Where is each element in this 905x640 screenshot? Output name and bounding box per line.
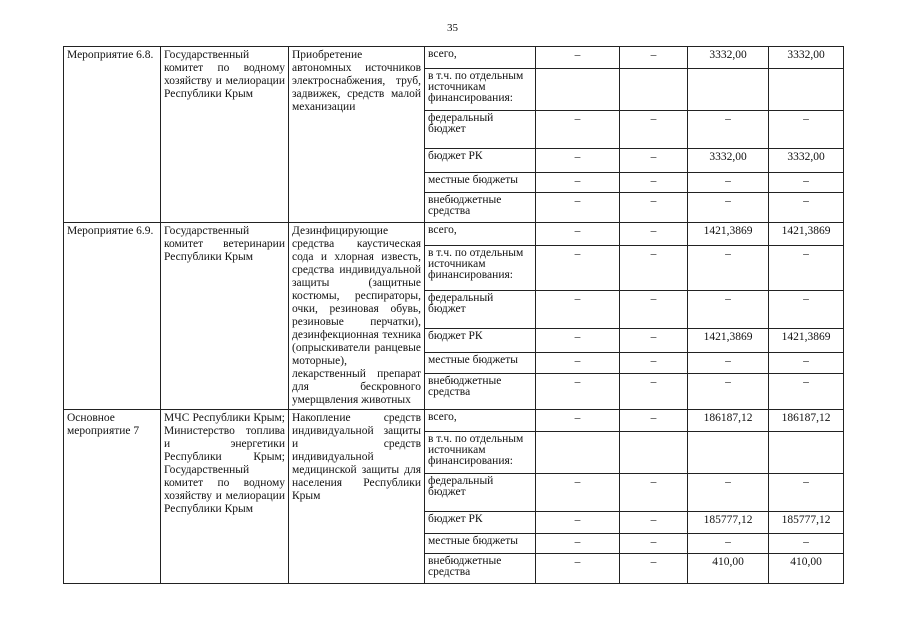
amount-cell: – <box>536 373 620 409</box>
measure-name: Мероприятие 6.9. <box>64 223 161 410</box>
amount-cell: – <box>620 223 688 246</box>
amount-cell: – <box>688 173 769 193</box>
amount-cell: – <box>536 534 620 554</box>
amount-cell <box>769 432 844 474</box>
measure-name: Основное мероприятие 7 <box>64 410 161 584</box>
amount-cell: – <box>536 474 620 512</box>
amount-cell: – <box>536 291 620 329</box>
amount-cell: – <box>769 173 844 193</box>
funding-source-label: федеральный бюджет <box>425 474 536 512</box>
funding-source-label: бюджет РК <box>425 329 536 352</box>
amount-cell: 1421,3869 <box>688 329 769 352</box>
amount-cell: – <box>688 111 769 149</box>
measure-executor: Государственный комитет ветеринарии Республики Крым <box>161 223 289 410</box>
measure-description: Приобретение автономных источников электроснабжения, труб, задвижек, средств малой механизации <box>289 47 425 223</box>
amount-cell: 410,00 <box>688 554 769 584</box>
measure-executor: МЧС Республики Крым; Министерство топлива и энергетики Республики Крым; Государственный комитет по водному хозяйству и мелиорации Республики Крым <box>161 410 289 584</box>
measure-description: Накопление средств индивидуальной защиты и средств индивидуальной медицинской защиты для населения Республики Крым <box>289 410 425 584</box>
amount-cell: – <box>688 352 769 373</box>
amount-cell: – <box>536 329 620 352</box>
funding-source-label: федеральный бюджет <box>425 291 536 329</box>
amount-cell: – <box>620 193 688 223</box>
funding-source-label: бюджет РК <box>425 512 536 534</box>
amount-cell: – <box>769 291 844 329</box>
amount-cell: 3332,00 <box>688 149 769 173</box>
amount-cell: – <box>536 410 620 432</box>
amount-cell: 185777,12 <box>769 512 844 534</box>
amount-cell: – <box>688 291 769 329</box>
amount-cell: – <box>620 554 688 584</box>
funding-source-label: местные бюджеты <box>425 173 536 193</box>
amount-cell <box>620 432 688 474</box>
measure-executor: Государственный комитет по водному хозяйству и мелиорации Республики Крым <box>161 47 289 223</box>
financing-table <box>63 46 844 584</box>
amount-cell: – <box>620 246 688 291</box>
funding-source-label: внебюджетные средства <box>425 193 536 223</box>
table-row <box>64 47 844 69</box>
amount-cell <box>536 69 620 111</box>
amount-cell: – <box>769 534 844 554</box>
funding-source-label: внебюджетные средства <box>425 554 536 584</box>
amount-cell: – <box>688 246 769 291</box>
amount-cell: – <box>536 352 620 373</box>
amount-cell: – <box>536 193 620 223</box>
amount-cell: 186187,12 <box>688 410 769 432</box>
amount-cell: – <box>620 173 688 193</box>
amount-cell: 1421,3869 <box>688 223 769 246</box>
funding-source-label: в т.ч. по отдельным источникам финансирования: <box>425 432 536 474</box>
funding-source-label: внебюджетные средства <box>425 373 536 409</box>
page-number: 35 <box>447 22 458 34</box>
amount-cell: 3332,00 <box>769 47 844 69</box>
funding-source-label: всего, <box>425 223 536 246</box>
amount-cell: – <box>620 47 688 69</box>
measure-name: Мероприятие 6.8. <box>64 47 161 223</box>
amount-cell: – <box>769 193 844 223</box>
amount-cell: – <box>688 193 769 223</box>
measure-description: Дезинфицирующие средства каустическая сода и хлорная известь, средства индивидуальной защиты (защитные костюмы, респираторы, очки, резиновая обувь, резиновые перчатки), дезинфекционная техника (опрыскиватели ранцевые моторные), лекарственный препарат для бескровного умерщвления животных <box>289 223 425 410</box>
amount-cell: – <box>769 474 844 512</box>
table-row <box>64 410 844 432</box>
amount-cell: – <box>536 111 620 149</box>
amount-cell <box>688 432 769 474</box>
amount-cell: – <box>620 534 688 554</box>
amount-cell: – <box>769 111 844 149</box>
amount-cell: – <box>536 47 620 69</box>
amount-cell: 1421,3869 <box>769 329 844 352</box>
amount-cell: 186187,12 <box>769 410 844 432</box>
amount-cell: 3332,00 <box>688 47 769 69</box>
amount-cell: – <box>620 512 688 534</box>
amount-cell <box>769 69 844 111</box>
amount-cell: 3332,00 <box>769 149 844 173</box>
funding-source-label: бюджет РК <box>425 149 536 173</box>
funding-source-label: местные бюджеты <box>425 352 536 373</box>
amount-cell: – <box>536 554 620 584</box>
amount-cell: – <box>688 373 769 409</box>
amount-cell <box>620 69 688 111</box>
funding-source-label: федеральный бюджет <box>425 111 536 149</box>
amount-cell: 410,00 <box>769 554 844 584</box>
amount-cell: – <box>620 111 688 149</box>
funding-source-label: всего, <box>425 47 536 69</box>
amount-cell: – <box>620 410 688 432</box>
table-row <box>64 223 844 246</box>
amount-cell: – <box>536 149 620 173</box>
amount-cell: – <box>536 246 620 291</box>
amount-cell: – <box>688 534 769 554</box>
amount-cell: – <box>536 173 620 193</box>
amount-cell: – <box>536 512 620 534</box>
amount-cell: – <box>769 246 844 291</box>
amount-cell: 1421,3869 <box>769 223 844 246</box>
amount-cell: – <box>620 352 688 373</box>
funding-source-label: в т.ч. по отдельным источникам финансирования: <box>425 246 536 291</box>
amount-cell: – <box>620 149 688 173</box>
funding-source-label: местные бюджеты <box>425 534 536 554</box>
amount-cell: – <box>688 474 769 512</box>
amount-cell <box>688 69 769 111</box>
amount-cell: – <box>769 373 844 409</box>
amount-cell <box>536 432 620 474</box>
funding-source-label: всего, <box>425 410 536 432</box>
amount-cell: – <box>769 352 844 373</box>
amount-cell: – <box>620 291 688 329</box>
amount-cell: – <box>620 329 688 352</box>
funding-source-label: в т.ч. по отдельным источникам финансирования: <box>425 69 536 111</box>
amount-cell: – <box>620 373 688 409</box>
amount-cell: – <box>620 474 688 512</box>
amount-cell: 185777,12 <box>688 512 769 534</box>
amount-cell: – <box>536 223 620 246</box>
